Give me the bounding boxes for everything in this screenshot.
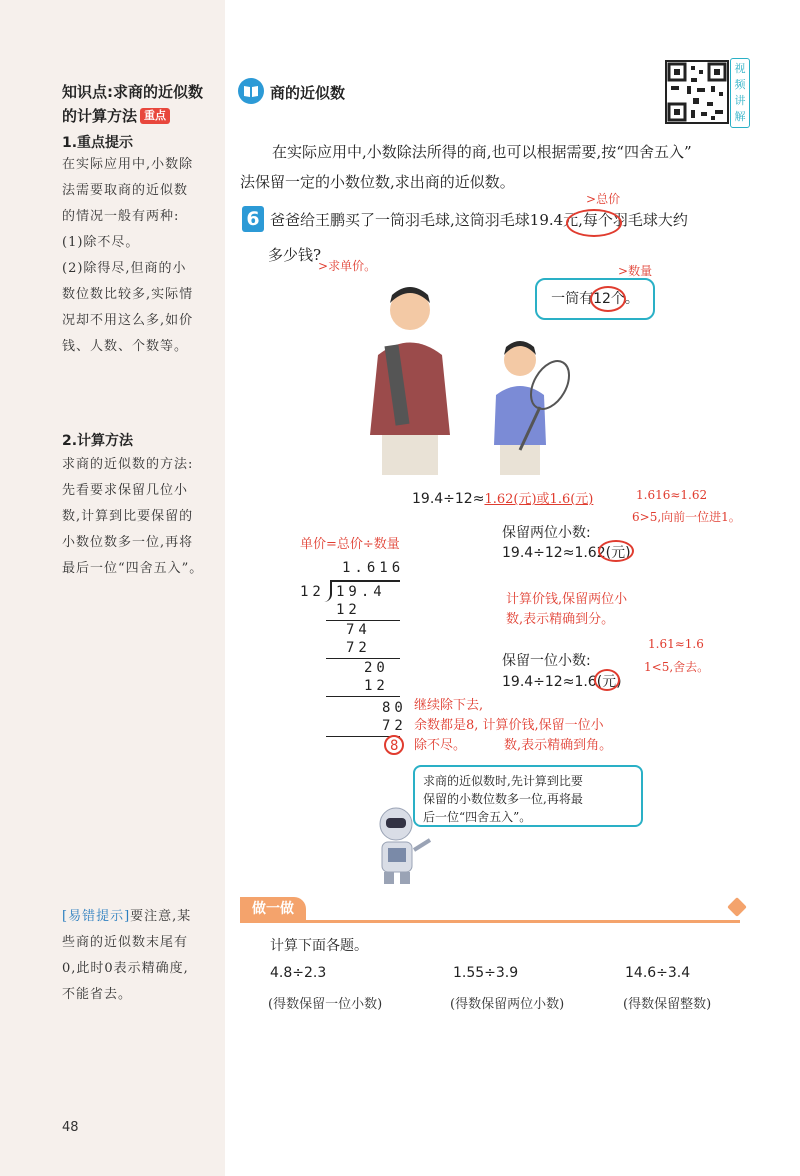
exercise-item-note: (得数保留整数) <box>623 997 712 1012</box>
speech-bubble-text: 一筒有12个。 <box>551 291 639 307</box>
sidebar-line: 求商的近似数的方法: <box>62 457 194 472</box>
book-icon <box>238 78 264 104</box>
sidebar-line: 要注意,某 <box>130 909 192 924</box>
question-line-2: 多少钱? <box>268 246 322 264</box>
exercise-header: 做一做 <box>240 897 306 921</box>
annotation-unit-price: >求单价。 <box>318 259 377 273</box>
sidebar-title <box>62 80 222 128</box>
division-step: 72 <box>346 640 371 656</box>
sidebar-section-3 <box>62 904 222 1008</box>
sidebar-line: 在实际应用中,小数除 <box>62 157 194 172</box>
sidebar-line: 最后一位“四舍五入”。 <box>62 561 204 576</box>
sidebar-line: 况却不用这么多,如价 <box>62 313 194 328</box>
two-decimal-explain <box>506 590 627 630</box>
annotation-count: >数量 <box>618 264 653 278</box>
two-decimal-explain-line: 数,表示精确到分。 <box>506 612 615 627</box>
one-decimal-note-1: 1.61≈1.6 <box>648 637 704 651</box>
continue-note-line: 计算价钱,保留一位小 <box>482 718 604 733</box>
division-step: 12 <box>364 678 389 694</box>
exercise-item-expr: 1.55÷3.9 <box>453 965 519 981</box>
division-step: 80 <box>382 700 407 716</box>
continue-note-line: 除不尽。 <box>414 738 467 753</box>
remainder-circle <box>384 735 404 755</box>
annotation-unit-text: 求单价。 <box>328 259 377 273</box>
continue-note-line: 数,表示精确到角。 <box>504 738 613 753</box>
division-remainder: 8 <box>390 738 403 754</box>
sidebar-line: 的情况一般有两种: <box>62 209 180 224</box>
exercise-divider <box>240 920 740 923</box>
sidebar-title-line1: 知识点:求商的近似数 <box>62 83 203 101</box>
annotation-total-price: >总价 <box>586 192 621 206</box>
division-dividend: 19.4 <box>336 584 386 600</box>
sidebar-line: 法需要取商的近似数 <box>62 183 189 198</box>
two-decimal-note-1: 1.616≈1.62 <box>636 488 708 502</box>
long-division <box>300 560 410 760</box>
two-decimal-expr: 19.4÷12≈1.62(元) <box>502 545 631 561</box>
mistake-tip-tag: [易错提示] <box>62 909 131 924</box>
tip-line: 后一位“四舍五入”。 <box>423 810 532 824</box>
exercise-item-note: (得数保留一位小数) <box>268 997 383 1012</box>
exercise-prompt: 计算下面各题。 <box>270 938 368 954</box>
intro-line-2: 法保留一定的小数位数,求出商的近似数。 <box>240 173 515 191</box>
video-tag[interactable]: 视频讲解 <box>730 58 750 128</box>
unit-price-formula: 单价=总价÷数量 <box>300 537 400 552</box>
section-title: 商的近似数 <box>270 84 346 102</box>
tip-line: 求商的近似数时,先计算到比要 <box>423 774 583 788</box>
continue-note-line: 余数都是8, <box>414 718 479 733</box>
division-quotient: 1.616 <box>342 560 405 576</box>
exercise-item-note: (得数保留两位小数) <box>450 997 565 1012</box>
two-decimal-explain-line: 计算价钱,保留两位小 <box>506 592 628 607</box>
one-decimal-title: 保留一位小数: <box>502 653 591 669</box>
continue-note-line: 继续除下去, <box>414 698 484 713</box>
division-step: 72 <box>382 718 407 734</box>
sidebar-line: 不能省去。 <box>62 987 133 1002</box>
sidebar-line: 数位数比较多,实际情 <box>62 287 194 302</box>
question-number: 6 <box>242 206 264 232</box>
pencil-icon <box>727 897 747 917</box>
sidebar-line: 小数位数多一位,再将 <box>62 535 194 550</box>
two-decimal-circle <box>598 540 634 562</box>
division-rule <box>326 620 400 621</box>
sidebar-section-1 <box>62 152 222 360</box>
sidebar-title-line2: 的计算方法 <box>62 107 138 125</box>
division-step: 20 <box>364 660 389 676</box>
division-step: 74 <box>346 622 371 638</box>
sidebar-line: 数,计算到比要保留的 <box>62 509 194 524</box>
division-bracket <box>324 580 332 602</box>
total-price-circle <box>566 209 622 237</box>
continue-note <box>414 696 612 756</box>
sidebar-line: 0,此时0表示精确度, <box>62 961 189 976</box>
division-step: 12 <box>336 602 361 618</box>
result-answer: 1.62(元)或1.6(元) <box>484 492 594 507</box>
question-line-1: 爸爸给王鹏买了一筒羽毛球,这筒羽毛球19.4元,每个羽毛球大约 <box>270 211 688 229</box>
result-expr: 19.4÷12≈ <box>412 491 485 507</box>
division-rule <box>326 658 400 659</box>
division-divisor: 12 <box>300 584 325 600</box>
sidebar-line: 先看要求保留几位小 <box>62 483 189 498</box>
sidebar-line: 钱、人数、个数等。 <box>62 339 189 354</box>
sidebar-heading-2: 2.计算方法 <box>62 433 134 449</box>
tip-box <box>413 765 643 827</box>
one-decimal-expr: 19.4÷12≈1.6(元) <box>502 674 622 690</box>
intro-line-1: 在实际应用中,小数除法所得的商,也可以根据需要,按“四舍五入” <box>272 143 692 161</box>
key-point-badge: 重点 <box>140 108 170 124</box>
count-circle <box>590 286 626 312</box>
two-decimal-note-2: 6>5,向前一位进1。 <box>632 510 741 524</box>
sidebar-heading-1: 1.重点提示 <box>62 135 134 151</box>
sidebar-section-2 <box>62 452 222 582</box>
two-decimal-title: 保留两位小数: <box>502 525 591 541</box>
annotation-count-text: 数量 <box>628 264 653 278</box>
qr-code[interactable] <box>665 60 729 124</box>
page-number: 48 <box>62 1120 79 1135</box>
sidebar-line: (2)除得尽,但商的小 <box>62 261 187 276</box>
exercise-item-expr: 4.8÷2.3 <box>270 965 327 981</box>
sidebar-line: (1)除不尽。 <box>62 235 140 250</box>
annotation-total-text: 总价 <box>596 192 621 206</box>
division-rule <box>326 696 400 697</box>
sidebar-line: 些商的近似数末尾有 <box>62 935 189 950</box>
one-decimal-note-2: 1<5,舍去。 <box>644 660 710 674</box>
tip-line: 保留的小数位数多一位,再将最 <box>423 792 583 806</box>
division-bar <box>330 580 400 582</box>
one-decimal-circle <box>594 669 620 691</box>
result-line <box>412 488 593 507</box>
exercise-item-expr: 14.6÷3.4 <box>625 965 691 981</box>
